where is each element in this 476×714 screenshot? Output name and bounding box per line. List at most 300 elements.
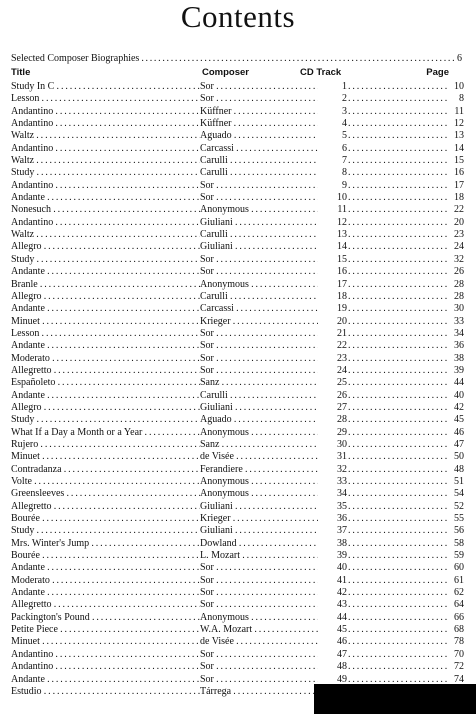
contents-row[interactable] <box>0 501 476 513</box>
entry-composer: Carulli . . . <box>200 229 318 241</box>
contents-row[interactable] <box>0 365 476 377</box>
leader-dots <box>348 476 448 488</box>
leader-dots <box>348 538 448 550</box>
leader-dots <box>348 241 448 253</box>
entry-page: 68 <box>454 624 464 636</box>
entry-composer: Sor . . . <box>200 661 318 673</box>
leader-dots <box>348 266 448 278</box>
leader-dots <box>348 451 448 463</box>
leader-dots <box>348 143 448 155</box>
leader-dots <box>348 303 448 315</box>
entry-composer: Sanz . . . <box>200 439 318 451</box>
entry-composer: Anonymous . . . <box>200 488 318 500</box>
entry-title: Moderato . . . <box>11 575 200 587</box>
entry-page: 72 <box>454 661 464 673</box>
leader-dots <box>348 525 448 537</box>
contents-row[interactable] <box>0 217 476 229</box>
entry-title: Minuet . . . <box>11 451 200 463</box>
entry-cd-track: 28 <box>337 414 347 426</box>
entry-page: 74 <box>454 673 464 685</box>
entry-title: Lesson . . . <box>11 93 200 105</box>
contents-row[interactable] <box>0 464 476 476</box>
leader-dots <box>141 53 455 65</box>
contents-row[interactable] <box>0 390 476 402</box>
entry-page: 18 <box>454 192 464 204</box>
entry-cd-track: 7 <box>342 155 347 167</box>
entry-title: Andantino . . . <box>11 649 200 661</box>
leader-dots <box>348 612 448 624</box>
leader-dots <box>348 439 448 451</box>
entry-cd-track: 39 <box>337 550 347 562</box>
entry-cd-track: 1 <box>342 81 347 92</box>
contents-row[interactable] <box>0 266 476 278</box>
entry-page: 28 <box>454 290 464 302</box>
entry-cd-track: 37 <box>337 525 347 537</box>
entry-title: Greensleeves . . . <box>11 488 200 500</box>
contents-row[interactable] <box>0 180 476 192</box>
leader-dots <box>348 118 448 130</box>
entry-cd-track: 42 <box>337 587 347 599</box>
leader-dots <box>348 390 448 402</box>
leader-dots <box>348 365 448 377</box>
entry-title: Minuet . . . <box>11 316 200 328</box>
entry-composer: Sor . . . <box>200 562 318 574</box>
entry-cd-track: 36 <box>337 513 347 525</box>
leader-dots <box>348 649 448 661</box>
leader-dots <box>348 254 448 266</box>
leader-dots <box>348 229 448 241</box>
contents-row[interactable] <box>0 414 476 426</box>
contents-row[interactable] <box>0 303 476 315</box>
contents-list <box>0 81 476 698</box>
entry-title: Study . . . <box>11 167 200 179</box>
leader-dots <box>348 587 448 599</box>
entry-composer: Küffner . . . <box>200 106 318 118</box>
entry-page: 52 <box>454 500 464 512</box>
entry-title: Allegretto . . . <box>11 365 200 377</box>
entry-cd-track: 11 <box>337 204 347 216</box>
entry-cd-track: 24 <box>337 364 347 376</box>
leader-dots <box>348 340 448 352</box>
contents-row[interactable] <box>0 106 476 118</box>
entry-cd-track: 46 <box>337 636 347 648</box>
leader-dots <box>348 316 448 328</box>
contents-row[interactable] <box>0 525 476 537</box>
entry-cd-track: 49 <box>337 673 347 685</box>
entry-composer: Aguado . . . <box>200 414 318 426</box>
entry-cd-track: 2 <box>342 93 347 105</box>
leader-dots <box>348 513 448 525</box>
leader-dots <box>348 217 448 229</box>
entry-title: Mrs. Winter's Jump . . . <box>11 538 200 550</box>
entry-title: Andantino . . . <box>11 118 200 130</box>
entry-composer: Krieger . . . <box>200 513 318 525</box>
contents-row[interactable] <box>0 649 476 661</box>
entry-composer: Anonymous . . . <box>200 204 318 216</box>
entry-page: 66 <box>454 611 464 623</box>
contents-row[interactable] <box>0 550 476 562</box>
column-header-row <box>0 66 476 80</box>
entry-title: Andantino . . . <box>11 180 200 192</box>
leader-dots <box>348 180 448 192</box>
entry-composer: Sor . . . <box>200 81 318 93</box>
entry-composer: Sor . . . <box>200 340 318 352</box>
leader-dots <box>348 636 448 648</box>
contents-row[interactable] <box>0 353 476 365</box>
entry-page: 59 <box>454 550 464 562</box>
entry-cd-track: 32 <box>337 463 347 475</box>
biographies-label: Selected Composer Biographies <box>11 53 140 64</box>
contents-row[interactable] <box>0 118 476 130</box>
entry-composer: Giuliani . . . <box>200 501 318 513</box>
entry-cd-track: 17 <box>337 278 347 290</box>
entry-title: Allegro . . . <box>11 291 200 303</box>
entry-title: Waltz . . . <box>11 130 200 142</box>
leader-dots <box>348 81 448 93</box>
entry-page: 58 <box>454 537 464 549</box>
entry-composer: Sor . . . <box>200 649 318 661</box>
page-title: Contents <box>180 0 296 34</box>
leader-dots <box>348 599 448 611</box>
entry-cd-track: 16 <box>337 266 347 278</box>
entry-page: 11 <box>454 105 464 117</box>
leader-dots <box>348 501 448 513</box>
entry-cd-track: 13 <box>337 229 347 241</box>
entry-composer: Sor . . . <box>200 93 318 105</box>
leader-dots <box>348 106 448 118</box>
header-page: Page <box>426 67 449 78</box>
entry-composer: Sor . . . <box>200 192 318 204</box>
header-composer: Composer <box>202 67 249 78</box>
entry-composer: Carulli . . . <box>200 167 318 179</box>
entry-title: Waltz . . . <box>11 229 200 241</box>
contents-row[interactable] <box>0 291 476 303</box>
entry-cd-track: 18 <box>337 290 347 302</box>
leader-dots <box>348 562 448 574</box>
entry-composer: de Visée . . . <box>200 636 318 648</box>
contents-row[interactable] <box>0 130 476 142</box>
entry-page: 50 <box>454 451 464 463</box>
entry-cd-track: 20 <box>337 315 347 327</box>
entry-cd-track: 21 <box>337 327 347 339</box>
contents-row[interactable] <box>0 636 476 648</box>
entry-page: 22 <box>454 204 464 216</box>
leader-dots <box>348 550 448 562</box>
entry-title: Andante . . . <box>11 562 200 574</box>
contents-row[interactable] <box>0 167 476 179</box>
entry-composer: Anonymous . . . <box>200 476 318 488</box>
entry-title: Andantino . . . <box>11 217 200 229</box>
entry-title: Branle . . . <box>11 279 200 291</box>
entry-page: 23 <box>454 229 464 241</box>
contents-row[interactable] <box>0 143 476 155</box>
entry-title: Andantino . . . <box>11 106 200 118</box>
entry-page: 61 <box>454 574 464 586</box>
entry-page: 44 <box>454 377 464 389</box>
contents-row[interactable] <box>0 402 476 414</box>
leader-dots <box>348 192 448 204</box>
contents-row[interactable] <box>0 612 476 624</box>
entry-cd-track: 40 <box>337 562 347 574</box>
entry-cd-track: 6 <box>342 142 347 154</box>
entry-composer: Giuliani . . . <box>200 241 318 253</box>
leader-dots <box>348 624 448 636</box>
entry-composer: Krieger . . . <box>200 316 318 328</box>
contents-row[interactable] <box>0 488 476 500</box>
entry-page: 10 <box>454 81 464 92</box>
entry-cd-track: 27 <box>337 401 347 413</box>
entry-composer: Dowland . . . <box>200 538 318 550</box>
leader-dots <box>348 279 448 291</box>
entry-page: 51 <box>454 476 464 487</box>
contents-row[interactable] <box>0 229 476 241</box>
header-title: Title <box>11 67 31 78</box>
contents-row[interactable] <box>0 599 476 611</box>
entry-composer: Aguado . . . <box>200 130 318 142</box>
entry-page: 13 <box>454 130 464 142</box>
entry-composer: Carulli . . . <box>200 291 318 303</box>
entry-page: 62 <box>454 587 464 599</box>
entry-composer: Sanz . . . <box>200 377 318 389</box>
entry-composer: Anonymous . . . <box>200 279 318 291</box>
entry-title: Allegro . . . <box>11 241 200 253</box>
entry-cd-track: 31 <box>337 451 347 463</box>
entry-page: 16 <box>454 167 464 179</box>
entry-page: 24 <box>454 241 464 253</box>
entry-cd-track: 14 <box>337 241 347 253</box>
entry-title: Lesson . . . <box>11 328 200 340</box>
entry-composer: Carcassi . . . <box>200 303 318 315</box>
contents-row[interactable] <box>0 427 476 439</box>
entry-composer: de Visée . . . <box>200 451 318 463</box>
entry-cd-track: 8 <box>342 167 347 179</box>
entry-title: What If a Day a Month or a Year . . . <box>11 427 200 439</box>
entry-title: Allegretto . . . <box>11 599 200 611</box>
entry-composer: Anonymous . . . <box>200 612 318 624</box>
entry-page: 78 <box>454 636 464 648</box>
leader-dots <box>348 291 448 303</box>
entry-page: 70 <box>454 648 464 660</box>
entry-page: 42 <box>454 401 464 413</box>
contents-row[interactable] <box>0 624 476 636</box>
entry-title: Andante . . . <box>11 587 200 599</box>
entry-composer: Giuliani . . . <box>200 402 318 414</box>
entry-cd-track: 9 <box>342 179 347 191</box>
entry-composer: Sor . . . <box>200 328 318 340</box>
entry-cd-track: 44 <box>337 611 347 623</box>
entry-title: Allegretto . . . <box>11 501 200 513</box>
entry-page: 45 <box>454 414 464 426</box>
entry-composer: Sor . . . <box>200 575 318 587</box>
contents-row[interactable] <box>0 661 476 673</box>
entry-title: Andantino . . . <box>11 661 200 673</box>
contents-row[interactable] <box>0 192 476 204</box>
leader-dots <box>348 402 448 414</box>
entry-cd-track: 10 <box>337 192 347 204</box>
entry-composer: Sor . . . <box>200 599 318 611</box>
entry-composer: Ferandiere . . . <box>200 464 318 476</box>
entry-cd-track: 45 <box>337 624 347 636</box>
entry-title: Volte . . . <box>11 476 200 488</box>
entry-page: 54 <box>454 488 464 500</box>
entry-page: 8 <box>459 93 464 105</box>
entry-page: 26 <box>454 266 464 278</box>
header-cd-track: CD Track <box>300 67 342 78</box>
leader-dots <box>348 464 448 476</box>
contents-row[interactable] <box>0 340 476 352</box>
entry-cd-track: 35 <box>337 500 347 512</box>
entry-composer: Carulli . . . <box>200 390 318 402</box>
entry-page: 46 <box>454 426 464 438</box>
entry-title: Españoleto . . . <box>11 377 200 389</box>
leader-dots <box>348 155 448 167</box>
entry-title: Petite Piece . . . <box>11 624 200 636</box>
entry-composer: Carcassi . . . <box>200 143 318 155</box>
leader-dots <box>348 93 448 105</box>
entry-cd-track: 22 <box>337 340 347 352</box>
entry-cd-track: 5 <box>342 130 347 142</box>
entry-composer: L. Mozart . . . <box>200 550 318 562</box>
entry-cd-track: 25 <box>337 377 347 389</box>
entry-composer: Giuliani . . . <box>200 217 318 229</box>
entry-page: 47 <box>454 438 464 450</box>
entry-title: Andante . . . <box>11 192 200 204</box>
entry-composer: Anonymous . . . <box>200 427 318 439</box>
contents-row[interactable] <box>0 575 476 587</box>
entry-page: 64 <box>454 599 464 611</box>
entry-composer: Carulli . . . <box>200 155 318 167</box>
entry-cd-track: 34 <box>337 488 347 500</box>
entry-title: Nonesuch . . . <box>11 204 200 216</box>
entry-composer: Sor . . . <box>200 266 318 278</box>
leader-dots <box>348 204 448 216</box>
black-box <box>314 684 476 714</box>
entry-cd-track: 38 <box>337 537 347 549</box>
contents-row[interactable] <box>0 279 476 291</box>
entry-title: Minuet . . . <box>11 636 200 648</box>
entry-page: 33 <box>454 315 464 327</box>
entry-cd-track: 4 <box>342 118 347 130</box>
entry-composer: Sor . . . <box>200 353 318 365</box>
contents-row[interactable] <box>0 562 476 574</box>
entry-page: 60 <box>454 562 464 574</box>
entry-cd-track: 48 <box>337 661 347 673</box>
entry-title: Andante . . . <box>11 266 200 278</box>
entry-page: 30 <box>454 303 464 315</box>
contents-row[interactable] <box>0 451 476 463</box>
entry-title: Rujero . . . <box>11 439 200 451</box>
entry-composer: Sor . . . <box>200 365 318 377</box>
entry-title: Bourée . . . <box>11 550 200 562</box>
entry-page: 55 <box>454 513 464 525</box>
entry-cd-track: 12 <box>337 216 347 228</box>
leader-dots <box>348 130 448 142</box>
entry-composer: Küffner . . . <box>200 118 318 130</box>
entry-cd-track: 41 <box>337 574 347 586</box>
contents-row[interactable] <box>0 316 476 328</box>
entry-page: 36 <box>454 340 464 352</box>
entry-cd-track: 19 <box>337 303 347 315</box>
leader-dots <box>348 575 448 587</box>
contents-row[interactable] <box>0 513 476 525</box>
entry-composer: Tárrega . . . <box>200 686 318 698</box>
entry-cd-track: 47 <box>337 648 347 660</box>
entry-title: Allegro . . . <box>11 402 200 414</box>
entry-cd-track: 3 <box>342 105 347 117</box>
entry-title: Waltz . . . <box>11 155 200 167</box>
leader-dots <box>348 353 448 365</box>
contents-row[interactable] <box>0 328 476 340</box>
entry-title: Andante . . . <box>11 303 200 315</box>
entry-title: Bourée . . . <box>11 513 200 525</box>
entry-title: Andantino . . . <box>11 143 200 155</box>
leader-dots <box>348 167 448 179</box>
contents-row[interactable] <box>0 439 476 451</box>
entry-page: 28 <box>454 278 464 290</box>
entry-page: 40 <box>454 389 464 401</box>
contents-row[interactable] <box>0 81 476 93</box>
contents-row[interactable] <box>0 204 476 216</box>
entry-page: 32 <box>454 253 464 265</box>
entry-composer: Sor . . . <box>200 254 318 266</box>
contents-row[interactable] <box>0 155 476 167</box>
contents-row[interactable] <box>0 377 476 389</box>
contents-row[interactable] <box>0 254 476 266</box>
entry-cd-track: 23 <box>337 352 347 364</box>
entry-title: Study . . . <box>11 525 200 537</box>
contents-row[interactable] <box>0 538 476 550</box>
entry-page: 12 <box>454 118 464 130</box>
entry-title: Packington's Pound . . . <box>11 612 200 624</box>
entry-composer: W.A. Mozart . . . <box>200 624 318 636</box>
leader-dots <box>348 414 448 426</box>
entry-title: Moderato . . . <box>11 353 200 365</box>
contents-row[interactable] <box>0 476 476 488</box>
entry-cd-track: 26 <box>337 389 347 401</box>
entry-page: 17 <box>454 179 464 191</box>
contents-row[interactable] <box>0 93 476 105</box>
entry-title: Study . . . <box>11 414 200 426</box>
biographies-entry[interactable] <box>11 53 462 65</box>
entry-composer: Sor . . . <box>200 587 318 599</box>
entry-page: 14 <box>454 142 464 154</box>
entry-title: Andante . . . <box>11 340 200 352</box>
entry-cd-track: 15 <box>337 253 347 265</box>
leader-dots <box>348 377 448 389</box>
entry-title: Contradanza . . . <box>11 464 200 476</box>
contents-row[interactable] <box>0 241 476 253</box>
entry-composer: Sor . . . <box>200 180 318 192</box>
entry-page: 38 <box>454 352 464 364</box>
leader-dots <box>348 328 448 340</box>
biographies-page: 6 <box>457 53 462 64</box>
entry-page: 48 <box>454 463 464 475</box>
contents-row[interactable] <box>0 587 476 599</box>
entry-page: 39 <box>454 364 464 376</box>
leader-dots <box>348 488 448 500</box>
entry-page: 34 <box>454 327 464 339</box>
entry-page: 15 <box>454 155 464 167</box>
entry-composer: Giuliani . . . <box>200 525 318 537</box>
entry-cd-track: 43 <box>337 599 347 611</box>
entry-title: Andante . . . <box>11 674 200 686</box>
leader-dots <box>348 427 448 439</box>
entry-title: Estudio . . . <box>11 686 200 698</box>
entry-title: Andante . . . <box>11 390 200 402</box>
entry-cd-track: 29 <box>337 426 347 438</box>
entry-title: Study In C . . . <box>11 81 200 93</box>
entry-page: 56 <box>454 525 464 537</box>
